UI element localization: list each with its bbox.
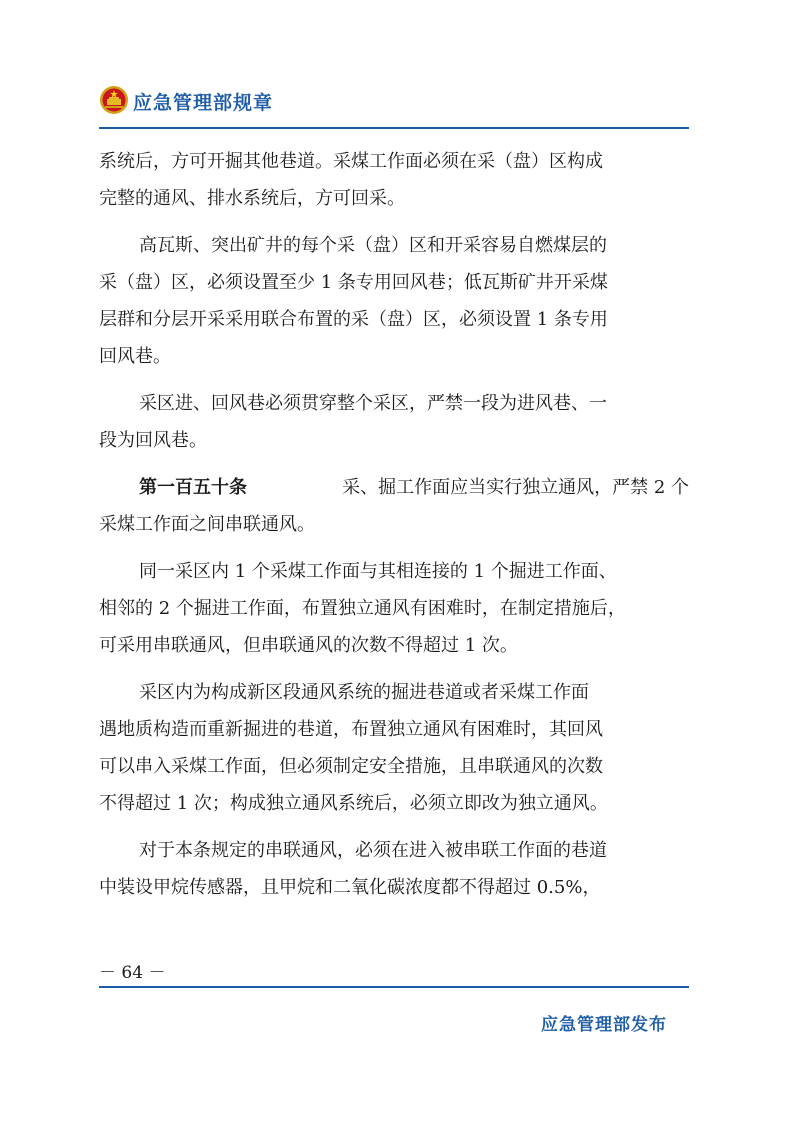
header-title: 应急管理部规章 <box>133 92 274 114</box>
body-line: 采区进、回风巷必须贯穿整个采区，严禁一段为进风巷、一 <box>139 393 607 414</box>
body-line: 采区内为构成新区段通风系统的掘进巷道或者采煤工作面 <box>139 682 589 703</box>
body-line: 段为回风巷。 <box>99 430 207 451</box>
body-line: 回风巷。 <box>99 346 171 367</box>
body-line: 采（盘）区，必须设置至少 1 条专用回风巷；低瓦斯矿井开采煤 <box>99 272 608 293</box>
article-number: 第一百五十条 <box>139 477 247 498</box>
page-header <box>99 82 689 122</box>
body-line: 采、掘工作面应当实行独立通风，严禁 2 个 <box>342 477 689 498</box>
article-heading-line <box>99 469 689 506</box>
publisher-label: 应急管理部发布 <box>541 1015 667 1035</box>
body-line: 层群和分层开采采用联合布置的采（盘）区，必须设置 1 条专用 <box>99 309 608 330</box>
document-body <box>99 143 689 906</box>
body-line: 同一采区内 1 个采煤工作面与其相连接的 1 个掘进工作面、 <box>139 561 617 582</box>
body-line: 可以串入采煤工作面，但必须制定安全措施，且串联通风的次数 <box>99 756 603 777</box>
footer-divider <box>99 986 689 988</box>
page-number: － 64 － <box>99 963 166 983</box>
body-line: 采煤工作面之间串联通风。 <box>99 514 315 535</box>
body-line: 高瓦斯、突出矿井的每个采（盘）区和开采容易自燃煤层的 <box>139 235 607 256</box>
national-emblem-icon <box>99 85 129 115</box>
body-line: 对于本条规定的串联通风，必须在进入被串联工作面的巷道 <box>139 840 607 861</box>
body-line: 相邻的 2 个掘进工作面，布置独立通风有困难时，在制定措施后， <box>99 598 626 619</box>
header-divider <box>99 127 689 129</box>
body-line: 系统后，方可开掘其他巷道。采煤工作面必须在采（盘）区构成 <box>99 151 603 172</box>
body-line: 完整的通风、排水系统后，方可回采。 <box>99 188 405 209</box>
body-line: 可采用串联通风，但串联通风的次数不得超过 1 次。 <box>99 635 518 656</box>
body-line: 不得超过 1 次；构成独立通风系统后，必须立即改为独立通风。 <box>99 793 608 814</box>
body-line: 中装设甲烷传感器，且甲烷和二氧化碳浓度都不得超过 0.5%， <box>99 877 601 898</box>
body-line: 遇地质构造而重新掘进的巷道，布置独立通风有困难时，其回风 <box>99 719 603 740</box>
